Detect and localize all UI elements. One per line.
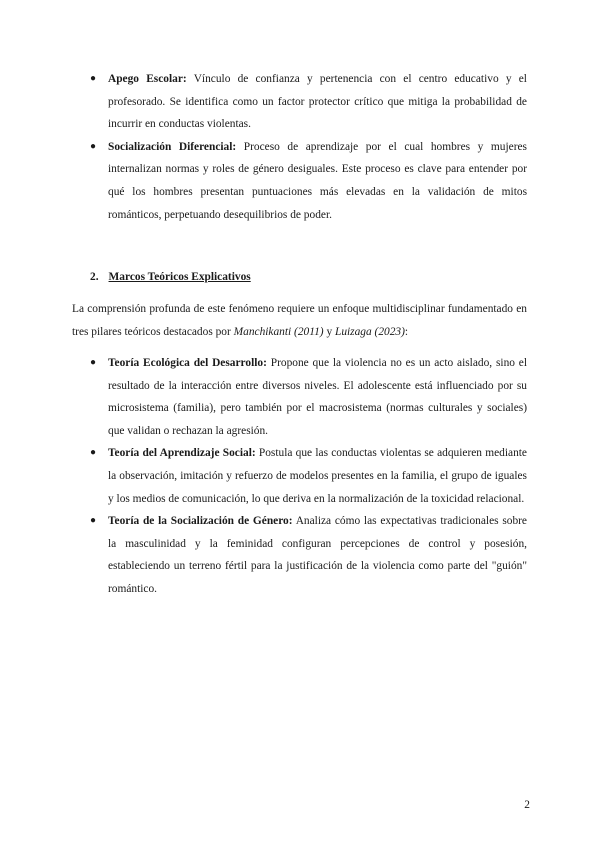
list-item	[90, 136, 527, 226]
bullet-icon: ●	[90, 73, 97, 84]
citation-luizaga: Luizaga (2023)	[334, 325, 405, 338]
list-item-description: Proceso de aprendizaje por el cual hombres y mujeres internalizan normas y roles de género desiguales. Este proceso es clave para entender por qué los hombres presentan puntuaciones más elevadas en la validación de mitos románticos, perpetuando desequilibrios de poder.	[108, 140, 527, 221]
list-item-description: Propone que la violencia no es un acto aislado, sino el resultado de la interacción entre diversos niveles. El adolescente está influenciado por su microsistema (familia), pero también por el macrosistema (normas culturales y sociales) que validan o rechazan la agresión.	[108, 357, 528, 437]
list-item	[90, 510, 527, 600]
list-item	[90, 442, 527, 510]
bullet-list-theories	[90, 352, 527, 601]
section-number: 2.	[90, 271, 99, 283]
section-heading	[90, 266, 251, 289]
intro-text: La comprensión profunda de este fenómeno requiere un enfoque multidisciplinar fundamentado en tres pilares teóricos destacados por	[72, 303, 527, 338]
bullet-list-concepts	[90, 68, 527, 226]
list-item	[90, 68, 527, 136]
intro-end: :	[404, 325, 409, 338]
bullet-icon: ●	[90, 357, 97, 368]
section-title: Marcos Teóricos Explicativos	[108, 271, 251, 283]
list-item-term: Teoría del Aprendizaje Social:	[108, 447, 256, 460]
bullet-icon: ●	[90, 447, 97, 459]
list-item-description: Analiza cómo las expectativas tradicionales sobre la masculinidad y la feminidad configuran percepciones de control y posesión, estableciendo un terreno fértil para la justificación de la violencia como parte del "guión" romántico.	[108, 515, 527, 595]
intro-join: y	[323, 325, 335, 338]
list-item-term: Teoría de la Socialización de Género:	[108, 515, 293, 528]
bullet-icon: ●	[90, 515, 97, 527]
list-item	[90, 352, 527, 442]
citation-manchikanti: Manchikanti (2011)	[233, 325, 324, 338]
list-item-term: Apego Escolar:	[108, 73, 187, 85]
intro-paragraph	[72, 298, 527, 343]
list-item-description: Postula que las conductas violentas se adquieren mediante la observación, imitación y refuerzo de modelos presentes en la familia, el grupo de iguales y los medios de comunicación, lo que deriva en la normalización de la toxicidad relacional.	[108, 447, 527, 505]
list-item-term: Socialización Diferencial:	[108, 140, 237, 153]
bullet-icon: ●	[90, 140, 97, 152]
page-number: 2	[524, 799, 530, 811]
list-item-description: Vínculo de confianza y pertenencia con el centro educativo y el profesorado. Se identifica como un factor protector crítico que mitiga la probabilidad de incurrir en conductas violentas.	[108, 73, 527, 131]
list-item-term: Teoría Ecológica del Desarrollo:	[108, 357, 267, 369]
